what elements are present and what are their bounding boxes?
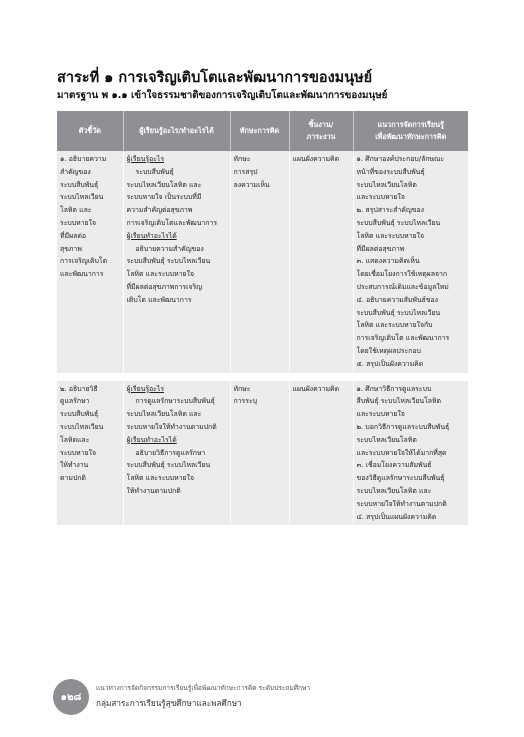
approach-text: ๒. บอกวิธีการดูแลระบบสืบพันธุ์ <box>356 422 450 431</box>
header-text: ตัวชี้วัด <box>78 126 101 135</box>
approach-text: ๓. แสดงความคิดเห็น <box>356 257 420 266</box>
header-text: ทักษะการคิด <box>239 126 280 135</box>
learning-text: ระบบหายใจให้ทำงานตามปกติ <box>126 422 217 431</box>
indicator-text: ระบบไหลเวียน <box>60 193 104 202</box>
learning-text: การดูแลรักษาระบบสืบพันธุ์ <box>135 397 215 406</box>
approach-text: โลหิต และระบบหายใจกับ <box>356 321 433 330</box>
header-text: แนวการจัดการเรียนรู้ <box>377 120 444 129</box>
page-title: สาระที่ ๑ การเจริญเติบโตและพัฒนาการของมนุษย์ <box>57 70 373 86</box>
approach-text: ๓. เชื่อมโยงความสัมพันธ์ <box>356 461 432 470</box>
learning-text: ระบบสืบพันธุ์ ระบบไหลเวียน <box>126 257 211 266</box>
learning-text: เติบโต และพัฒนาการ <box>126 295 192 304</box>
learning-text: อธิบายวิธีการดูแลรักษา <box>135 448 206 457</box>
indicator-text: ๑. อธิบายความ <box>60 155 107 163</box>
indicator-text: และพัฒนาการ <box>60 270 104 279</box>
header-task <box>289 111 353 151</box>
header-approach <box>353 111 468 151</box>
approach-text: ของวิธีดูแลรักษาระบบสืบพันธุ์ <box>356 474 445 483</box>
learning-text: ระบบสืบพันธุ์ ระบบไหลเวียน <box>126 461 211 470</box>
footer-subject-group: กลุ่มสาระการเรียนรู้สุขศึกษาและพลศึกษา <box>96 698 242 708</box>
indicator-text: ระบบหายใจ <box>60 218 97 227</box>
thinking-skill-text: การสรุป <box>233 167 258 176</box>
approach-text: ระบบสืบพันธุ์ ระบบไหลเวียน <box>356 308 441 317</box>
indicator-text: ดูแลรักษา <box>60 397 90 406</box>
learning-text: ความสำคัญต่อสุขภาพ <box>126 206 193 215</box>
learning-text: ผู้เรียนทำอะไรได้ <box>126 435 177 444</box>
learning-text: ระบบสืบพันธุ์ <box>135 167 174 176</box>
row-separator <box>57 373 468 381</box>
indicator-text: สำคัญของ <box>60 167 91 176</box>
indicator-text: ให้ทำงาน <box>60 461 89 470</box>
learning-text: ผู้เรียนรู้อะไร <box>126 155 165 163</box>
approach-text: โดยใช้เหตุผลประกอบ <box>356 346 421 355</box>
header-text: ผู้เรียนรู้อะไร/ทำอะไรได้ <box>139 126 214 135</box>
learning-cell <box>123 151 230 373</box>
learning-cell <box>123 381 230 526</box>
indicator-cell <box>57 151 123 373</box>
task-cell <box>289 381 353 526</box>
footer-book-title: แนวทางการจัดกิจกรรมการเรียนรู้เพื่อพัฒนาทักษะการคิด ระดับประถมศึกษา <box>96 684 311 692</box>
task-cell <box>289 151 353 373</box>
approach-text: และระบบหายใจ <box>356 193 405 202</box>
header-learning <box>123 111 230 151</box>
approach-text: ๔. อธิบายความสัมพันธ์ของ <box>356 295 439 304</box>
approach-text: ระบบสืบพันธุ์ ระบบไหลเวียน <box>356 218 441 227</box>
table-row <box>57 381 468 526</box>
header-thinking-skill <box>230 111 289 151</box>
approach-text: ระบบหายใจให้ทำงานตามปกติ <box>356 499 447 508</box>
task-text: แผนผังความคิด <box>292 155 340 163</box>
learning-text: โลหิต และระบบหายใจ <box>126 474 194 483</box>
learning-text: ผู้เรียนทำอะไรได้ <box>126 231 177 240</box>
thinking-skill-text: ทักษะ <box>233 155 251 163</box>
approach-text: โดยเชื่อมโยงการใช้เหตุผลจาก <box>356 270 448 279</box>
learning-text: ระบบหายใจ เป็นระบบที่มี <box>126 193 202 202</box>
approach-text: ๒. สรุปสาระสำคัญของ <box>356 206 424 215</box>
header-text: ชิ้นงาน/ <box>308 120 334 129</box>
learning-text: อธิบายความสำคัญของ <box>135 244 204 253</box>
learning-text: ระบบไหลเวียนโลหิต และ <box>126 180 202 189</box>
task-text: แผนผังความคิด <box>292 384 340 393</box>
indicator-text: ระบบหายใจ <box>60 448 97 457</box>
approach-text: ๕. สรุปเป็นผังความคิด <box>356 359 424 368</box>
learning-text: ที่มีผลต่อสุขภาพการเจริญ <box>126 282 203 291</box>
approach-text: โลหิต และระบบหายใจ <box>356 231 424 240</box>
learning-text: ให้ทำงานตามปกติ <box>126 486 181 495</box>
thinking-skill-cell <box>230 381 289 526</box>
learning-text: ผู้เรียนรู้อะไร <box>126 384 165 393</box>
approach-text: ๑. ศึกษาองค์ประกอบ/ลักษณะ <box>356 155 445 163</box>
approach-text: ระบบไหลเวียนโลหิต และ <box>356 486 432 495</box>
approach-text: ๑. ศึกษาวิธีการดูแลระบบ <box>356 384 432 393</box>
approach-text: สืบพันธุ์ ระบบไหลเวียนโลหิต <box>356 397 442 406</box>
indicator-text: ระบบสืบพันธุ์ <box>60 410 99 419</box>
separator-cell <box>123 373 230 381</box>
approach-text: ประสบการณ์เดิมและข้อมูลใหม่ <box>356 282 449 291</box>
indicator-text: ระบบสืบพันธุ์ <box>60 180 99 189</box>
approach-text: ระบบไหลเวียนโลหิต <box>356 180 417 189</box>
indicator-text: การเจริญเติบโต <box>60 257 108 266</box>
separator-cell <box>57 373 123 381</box>
indicator-text: โลหิต และ <box>60 206 92 215</box>
table-row <box>57 151 468 373</box>
approach-text: ๔. สรุปเป็นแผนผังความคิด <box>356 512 437 521</box>
indicator-text: ตามปกติ <box>60 474 86 483</box>
approach-text: ที่มีผลต่อสุขภาพ <box>356 244 405 253</box>
thinking-skill-text: ลงความเห็น <box>233 180 270 189</box>
indicator-text: ที่มีผลต่อ <box>60 231 86 240</box>
curriculum-table <box>57 111 468 525</box>
indicator-text: โลหิตและ <box>60 435 90 444</box>
approach-text: และระบบหายใจ <box>356 410 405 419</box>
approach-cell <box>353 151 468 373</box>
header-text: เพื่อพัฒนาทักษะการคิด <box>375 132 447 141</box>
approach-cell <box>353 381 468 526</box>
separator-cell <box>230 373 289 381</box>
thinking-skill-text: การระบุ <box>233 397 258 406</box>
page-subtitle: มาตรฐาน พ ๑.๑ เข้าใจธรรมชาติของการเจริญเติบโตและพัฒนาการของมนุษย์ <box>57 90 388 101</box>
learning-text: โลหิต และระบบหายใจ <box>126 270 194 279</box>
separator-cell <box>353 373 468 381</box>
indicator-text: ๒. อธิบายวิธี <box>60 384 98 393</box>
page-number-badge: ๑๒๘ <box>53 679 89 715</box>
header-indicator <box>57 111 123 151</box>
thinking-skill-cell <box>230 151 289 373</box>
table-header-row <box>57 111 468 151</box>
separator-cell <box>289 373 353 381</box>
approach-text: การเจริญเติบโต และพัฒนาการ <box>356 334 450 343</box>
indicator-cell <box>57 381 123 526</box>
approach-text: หน้าที่ของระบบสืบพันธุ์ <box>356 167 425 176</box>
learning-text: ระบบไหลเวียนโลหิต และ <box>126 410 202 419</box>
thinking-skill-text: ทักษะ <box>233 384 251 393</box>
header-text: ภาระงาน <box>306 132 336 141</box>
approach-text: ระบบไหลเวียนโลหิต <box>356 435 417 444</box>
learning-text: การเจริญเติบโตและพัฒนาการ <box>126 218 218 227</box>
indicator-text: สุขภาพ <box>60 244 82 253</box>
indicator-text: ระบบไหลเวียน <box>60 422 104 431</box>
approach-text: และระบบหายใจให้ได้มากที่สุด <box>356 448 447 457</box>
